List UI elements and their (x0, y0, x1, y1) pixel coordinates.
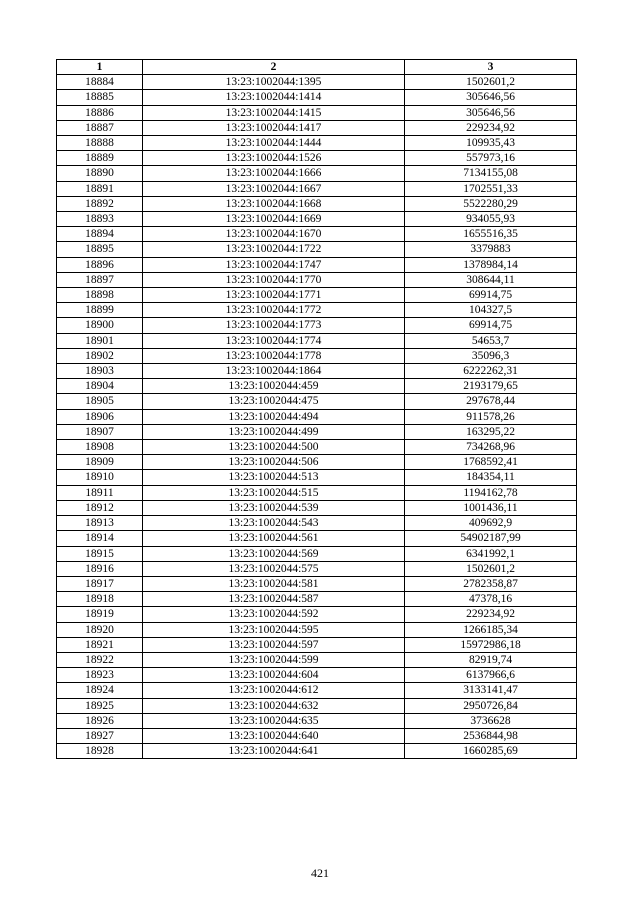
row-number-cell: 18884 (57, 75, 143, 90)
row-number-cell: 18912 (57, 500, 143, 515)
table-row (57, 303, 577, 318)
value-cell: 1502601,2 (405, 75, 577, 90)
row-number-cell: 18890 (57, 166, 143, 181)
cadastral-number-cell: 13:23:1002044:1770 (143, 272, 405, 287)
cadastral-number-cell: 13:23:1002044:595 (143, 622, 405, 637)
cadastral-number-cell: 13:23:1002044:506 (143, 455, 405, 470)
table-row (57, 105, 577, 120)
row-number-cell: 18911 (57, 485, 143, 500)
row-number-cell: 18910 (57, 470, 143, 485)
cadastral-number-cell: 13:23:1002044:635 (143, 713, 405, 728)
table-row (57, 151, 577, 166)
cadastral-number-cell: 13:23:1002044:612 (143, 683, 405, 698)
value-cell: 297678,44 (405, 394, 577, 409)
row-number-cell: 18889 (57, 151, 143, 166)
row-number-cell: 18908 (57, 440, 143, 455)
row-number-cell: 18922 (57, 652, 143, 667)
cadastral-number-cell: 13:23:1002044:1526 (143, 151, 405, 166)
cadastral-number-cell: 13:23:1002044:1417 (143, 120, 405, 135)
table-row (57, 561, 577, 576)
table-row (57, 394, 577, 409)
table-row (57, 379, 577, 394)
row-number-cell: 18896 (57, 257, 143, 272)
table-row (57, 622, 577, 637)
value-cell: 1768592,41 (405, 455, 577, 470)
row-number-cell: 18888 (57, 136, 143, 151)
table-row (57, 485, 577, 500)
table-row (57, 242, 577, 257)
value-cell: 305646,56 (405, 90, 577, 105)
value-cell: 82919,74 (405, 652, 577, 667)
table-row (57, 348, 577, 363)
cadastral-number-cell: 13:23:1002044:592 (143, 607, 405, 622)
row-number-cell: 18909 (57, 455, 143, 470)
cadastral-number-cell: 13:23:1002044:1666 (143, 166, 405, 181)
row-number-cell: 18899 (57, 303, 143, 318)
row-number-cell: 18893 (57, 212, 143, 227)
column-header-1: 1 (57, 60, 143, 75)
cadastral-number-cell: 13:23:1002044:587 (143, 592, 405, 607)
table-row (57, 592, 577, 607)
value-cell: 1702551,33 (405, 181, 577, 196)
table-row (57, 120, 577, 135)
cadastral-number-cell: 13:23:1002044:515 (143, 485, 405, 500)
value-cell: 2536844,98 (405, 728, 577, 743)
value-cell: 3379883 (405, 242, 577, 257)
value-cell: 1378984,14 (405, 257, 577, 272)
data-table-container (56, 59, 576, 759)
row-number-cell: 18926 (57, 713, 143, 728)
table-row (57, 166, 577, 181)
table-row (57, 333, 577, 348)
row-number-cell: 18895 (57, 242, 143, 257)
table-row (57, 607, 577, 622)
value-cell: 54653,7 (405, 333, 577, 348)
row-number-cell: 18894 (57, 227, 143, 242)
table-row (57, 136, 577, 151)
table-row (57, 75, 577, 90)
cadastral-number-cell: 13:23:1002044:1747 (143, 257, 405, 272)
cadastral-number-cell: 13:23:1002044:1669 (143, 212, 405, 227)
value-cell: 3736628 (405, 713, 577, 728)
cadastral-number-cell: 13:23:1002044:575 (143, 561, 405, 576)
table-row (57, 288, 577, 303)
value-cell: 2193179,65 (405, 379, 577, 394)
value-cell: 5522280,29 (405, 196, 577, 211)
row-number-cell: 18901 (57, 333, 143, 348)
cadastral-number-cell: 13:23:1002044:597 (143, 637, 405, 652)
value-cell: 305646,56 (405, 105, 577, 120)
row-number-cell: 18886 (57, 105, 143, 120)
value-cell: 109935,43 (405, 136, 577, 151)
table-row (57, 652, 577, 667)
table-row (57, 227, 577, 242)
table-row (57, 470, 577, 485)
table-row (57, 713, 577, 728)
cadastral-number-cell: 13:23:1002044:1722 (143, 242, 405, 257)
table-body (57, 75, 577, 759)
row-number-cell: 18925 (57, 698, 143, 713)
value-cell: 229234,92 (405, 607, 577, 622)
row-number-cell: 18919 (57, 607, 143, 622)
value-cell: 184354,11 (405, 470, 577, 485)
cadastral-number-cell: 13:23:1002044:499 (143, 424, 405, 439)
cadastral-number-cell: 13:23:1002044:475 (143, 394, 405, 409)
column-header-2: 2 (143, 60, 405, 75)
row-number-cell: 18897 (57, 272, 143, 287)
value-cell: 557973,16 (405, 151, 577, 166)
data-table (56, 59, 577, 759)
table-row (57, 272, 577, 287)
cadastral-number-cell: 13:23:1002044:1415 (143, 105, 405, 120)
value-cell: 934055,93 (405, 212, 577, 227)
row-number-cell: 18928 (57, 744, 143, 759)
value-cell: 3133141,47 (405, 683, 577, 698)
row-number-cell: 18891 (57, 181, 143, 196)
table-row (57, 318, 577, 333)
row-number-cell: 18917 (57, 576, 143, 591)
table-row (57, 546, 577, 561)
table-row (57, 257, 577, 272)
cadastral-number-cell: 13:23:1002044:1444 (143, 136, 405, 151)
cadastral-number-cell: 13:23:1002044:632 (143, 698, 405, 713)
table-row (57, 576, 577, 591)
value-cell: 69914,75 (405, 318, 577, 333)
table-row (57, 637, 577, 652)
cadastral-number-cell: 13:23:1002044:459 (143, 379, 405, 394)
row-number-cell: 18913 (57, 516, 143, 531)
row-number-cell: 18921 (57, 637, 143, 652)
page-number: 421 (311, 866, 329, 880)
cadastral-number-cell: 13:23:1002044:640 (143, 728, 405, 743)
row-number-cell: 18918 (57, 592, 143, 607)
cadastral-number-cell: 13:23:1002044:494 (143, 409, 405, 424)
value-cell: 1194162,78 (405, 485, 577, 500)
table-row (57, 455, 577, 470)
value-cell: 2950726,84 (405, 698, 577, 713)
header-row (57, 60, 577, 75)
table-row (57, 531, 577, 546)
row-number-cell: 18898 (57, 288, 143, 303)
value-cell: 1502601,2 (405, 561, 577, 576)
value-cell: 734268,96 (405, 440, 577, 455)
cadastral-number-cell: 13:23:1002044:1771 (143, 288, 405, 303)
cadastral-number-cell: 13:23:1002044:543 (143, 516, 405, 531)
row-number-cell: 18900 (57, 318, 143, 333)
table-row (57, 90, 577, 105)
table-row (57, 440, 577, 455)
value-cell: 6341992,1 (405, 546, 577, 561)
cadastral-number-cell: 13:23:1002044:641 (143, 744, 405, 759)
row-number-cell: 18907 (57, 424, 143, 439)
table-row (57, 500, 577, 515)
table-row (57, 698, 577, 713)
row-number-cell: 18923 (57, 668, 143, 683)
table-row (57, 668, 577, 683)
value-cell: 104327,5 (405, 303, 577, 318)
row-number-cell: 18924 (57, 683, 143, 698)
table-row (57, 196, 577, 211)
cadastral-number-cell: 13:23:1002044:569 (143, 546, 405, 561)
value-cell: 2782358,87 (405, 576, 577, 591)
value-cell: 308644,11 (405, 272, 577, 287)
value-cell: 1266185,34 (405, 622, 577, 637)
table-row (57, 744, 577, 759)
value-cell: 15972986,18 (405, 637, 577, 652)
value-cell: 35096,3 (405, 348, 577, 363)
value-cell: 1660285,69 (405, 744, 577, 759)
column-header-3: 3 (405, 60, 577, 75)
row-number-cell: 18920 (57, 622, 143, 637)
table-row (57, 212, 577, 227)
cadastral-number-cell: 13:23:1002044:1772 (143, 303, 405, 318)
cadastral-number-cell: 13:23:1002044:1773 (143, 318, 405, 333)
cadastral-number-cell: 13:23:1002044:1864 (143, 364, 405, 379)
cadastral-number-cell: 13:23:1002044:539 (143, 500, 405, 515)
row-number-cell: 18915 (57, 546, 143, 561)
table-row (57, 424, 577, 439)
table-row (57, 516, 577, 531)
cadastral-number-cell: 13:23:1002044:1774 (143, 333, 405, 348)
table-row (57, 683, 577, 698)
value-cell: 163295,22 (405, 424, 577, 439)
value-cell: 47378,16 (405, 592, 577, 607)
cadastral-number-cell: 13:23:1002044:1414 (143, 90, 405, 105)
row-number-cell: 18906 (57, 409, 143, 424)
cadastral-number-cell: 13:23:1002044:1670 (143, 227, 405, 242)
value-cell: 6137966,6 (405, 668, 577, 683)
value-cell: 409692,9 (405, 516, 577, 531)
value-cell: 1655516,35 (405, 227, 577, 242)
cadastral-number-cell: 13:23:1002044:1395 (143, 75, 405, 90)
value-cell: 229234,92 (405, 120, 577, 135)
row-number-cell: 18885 (57, 90, 143, 105)
value-cell: 7134155,08 (405, 166, 577, 181)
row-number-cell: 18916 (57, 561, 143, 576)
cadastral-number-cell: 13:23:1002044:604 (143, 668, 405, 683)
table-row (57, 728, 577, 743)
cadastral-number-cell: 13:23:1002044:1668 (143, 196, 405, 211)
cadastral-number-cell: 13:23:1002044:561 (143, 531, 405, 546)
value-cell: 1001436,11 (405, 500, 577, 515)
row-number-cell: 18902 (57, 348, 143, 363)
value-cell: 911578,26 (405, 409, 577, 424)
row-number-cell: 18914 (57, 531, 143, 546)
value-cell: 6222262,31 (405, 364, 577, 379)
row-number-cell: 18887 (57, 120, 143, 135)
cadastral-number-cell: 13:23:1002044:1667 (143, 181, 405, 196)
value-cell: 69914,75 (405, 288, 577, 303)
row-number-cell: 18892 (57, 196, 143, 211)
table-row (57, 364, 577, 379)
row-number-cell: 18903 (57, 364, 143, 379)
table-row (57, 409, 577, 424)
cadastral-number-cell: 13:23:1002044:581 (143, 576, 405, 591)
row-number-cell: 18905 (57, 394, 143, 409)
cadastral-number-cell: 13:23:1002044:500 (143, 440, 405, 455)
row-number-cell: 18927 (57, 728, 143, 743)
cadastral-number-cell: 13:23:1002044:513 (143, 470, 405, 485)
row-number-cell: 18904 (57, 379, 143, 394)
cadastral-number-cell: 13:23:1002044:1778 (143, 348, 405, 363)
cadastral-number-cell: 13:23:1002044:599 (143, 652, 405, 667)
table-row (57, 181, 577, 196)
value-cell: 54902187,99 (405, 531, 577, 546)
